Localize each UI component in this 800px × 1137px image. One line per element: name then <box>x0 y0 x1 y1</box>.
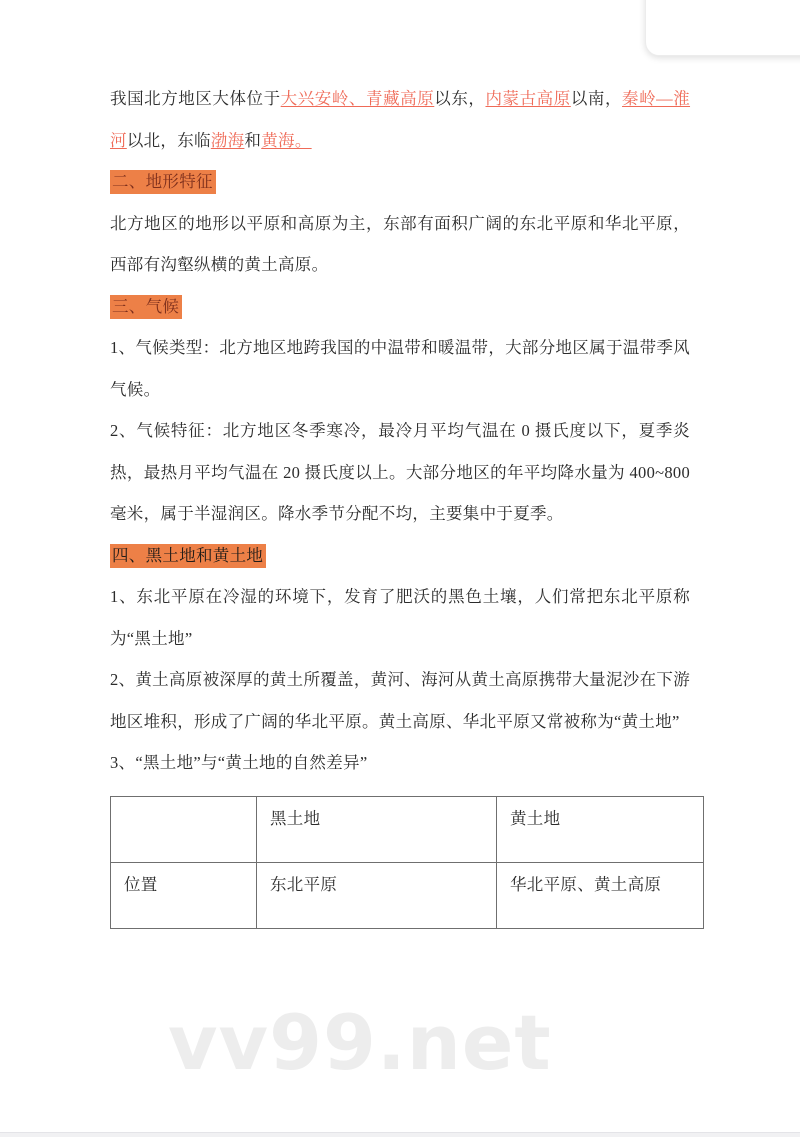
section-heading-soils-label: 四、黑土地和黄土地 <box>110 544 266 568</box>
intro-highlight-qinling-huaihe: 秦岭—淮河 <box>110 89 691 150</box>
table-cell-heitudi-weizhi: 东北平原 <box>257 862 497 928</box>
section-heading-terrain-label: 二、地形特征 <box>110 170 216 194</box>
section-heading-soils <box>110 535 690 577</box>
intro-seg-3: 以东， <box>434 89 486 108</box>
intro-highlight-daxinganling-qingzang: 大兴安岭、青藏高原 <box>280 89 435 108</box>
comparison-table <box>110 796 704 929</box>
table-row <box>111 796 704 862</box>
section-soils-paragraph-3: 3、“黑土地”与“黄土地的自然差异” <box>110 753 368 772</box>
intro-seg-5: 以南， <box>570 89 623 108</box>
table-cell-corner <box>111 796 257 862</box>
section-terrain-paragraph-1: 北方地区的地形以平原和高原为主，东部有面积广阔的东北平原和华北平原，西部有沟壑纵横的黄土高原。 <box>110 213 690 274</box>
section-soils-paragraph-2: 2、黄土高原被深厚的黄土所覆盖，黄河、海河从黄土高原携带大量泥沙在下游地区堆积，形成了广阔的华北平原。黄土高原、华北平原又常被称为“黄土地” <box>110 670 690 731</box>
document-content <box>110 78 690 929</box>
section-soils-paragraph-1: 1、东北平原在冷湿的环境下，发育了肥沃的黑色土壤，人们常把东北平原称为“黑土地” <box>110 587 690 648</box>
section-climate-paragraph-1: 1、气候类型：北方地区地跨我国的中温带和暖温带，大部分地区属于温带季风气候。 <box>110 338 690 399</box>
intro-highlight-huanghai: 黄海。 <box>261 130 312 150</box>
table-rowlabel-weizhi: 位置 <box>111 862 257 928</box>
intro-seg-7: 以北，东临 <box>126 130 211 150</box>
watermark-text: vv99.net <box>168 998 552 1087</box>
section-heading-climate-label: 三、气候 <box>110 295 182 319</box>
table-cell-huangtudi-weizhi: 华北平原、黄土高原 <box>497 862 704 928</box>
intro-highlight-neimenggu: 内蒙古高原 <box>485 89 571 108</box>
table-header-huangtudi: 黄土地 <box>497 796 704 862</box>
intro-seg-1: 我国北方地区大体位于 <box>110 89 281 108</box>
intro-paragraph <box>110 78 690 161</box>
table-row <box>111 862 704 928</box>
section-climate-paragraph-2: 2、气候特征：北方地区冬季寒冷，最冷月平均气温在 0 摄氏度以下，夏季炎热，最热月平均气温在 20 摄氏度以上。大部分地区的年平均降水量为 400~800 毫米，属于半湿润区。降水季节分配不均，主要集中于夏季。 <box>110 421 690 523</box>
page-bottom-edge <box>0 1132 800 1137</box>
section-heading-terrain <box>110 161 690 203</box>
floating-panel-overlay[interactable] <box>645 0 800 56</box>
table-header-heitudi: 黑土地 <box>257 796 497 862</box>
intro-seg-9: 和 <box>244 130 262 150</box>
section-heading-climate <box>110 286 690 328</box>
intro-highlight-bohai: 渤海 <box>210 130 245 150</box>
